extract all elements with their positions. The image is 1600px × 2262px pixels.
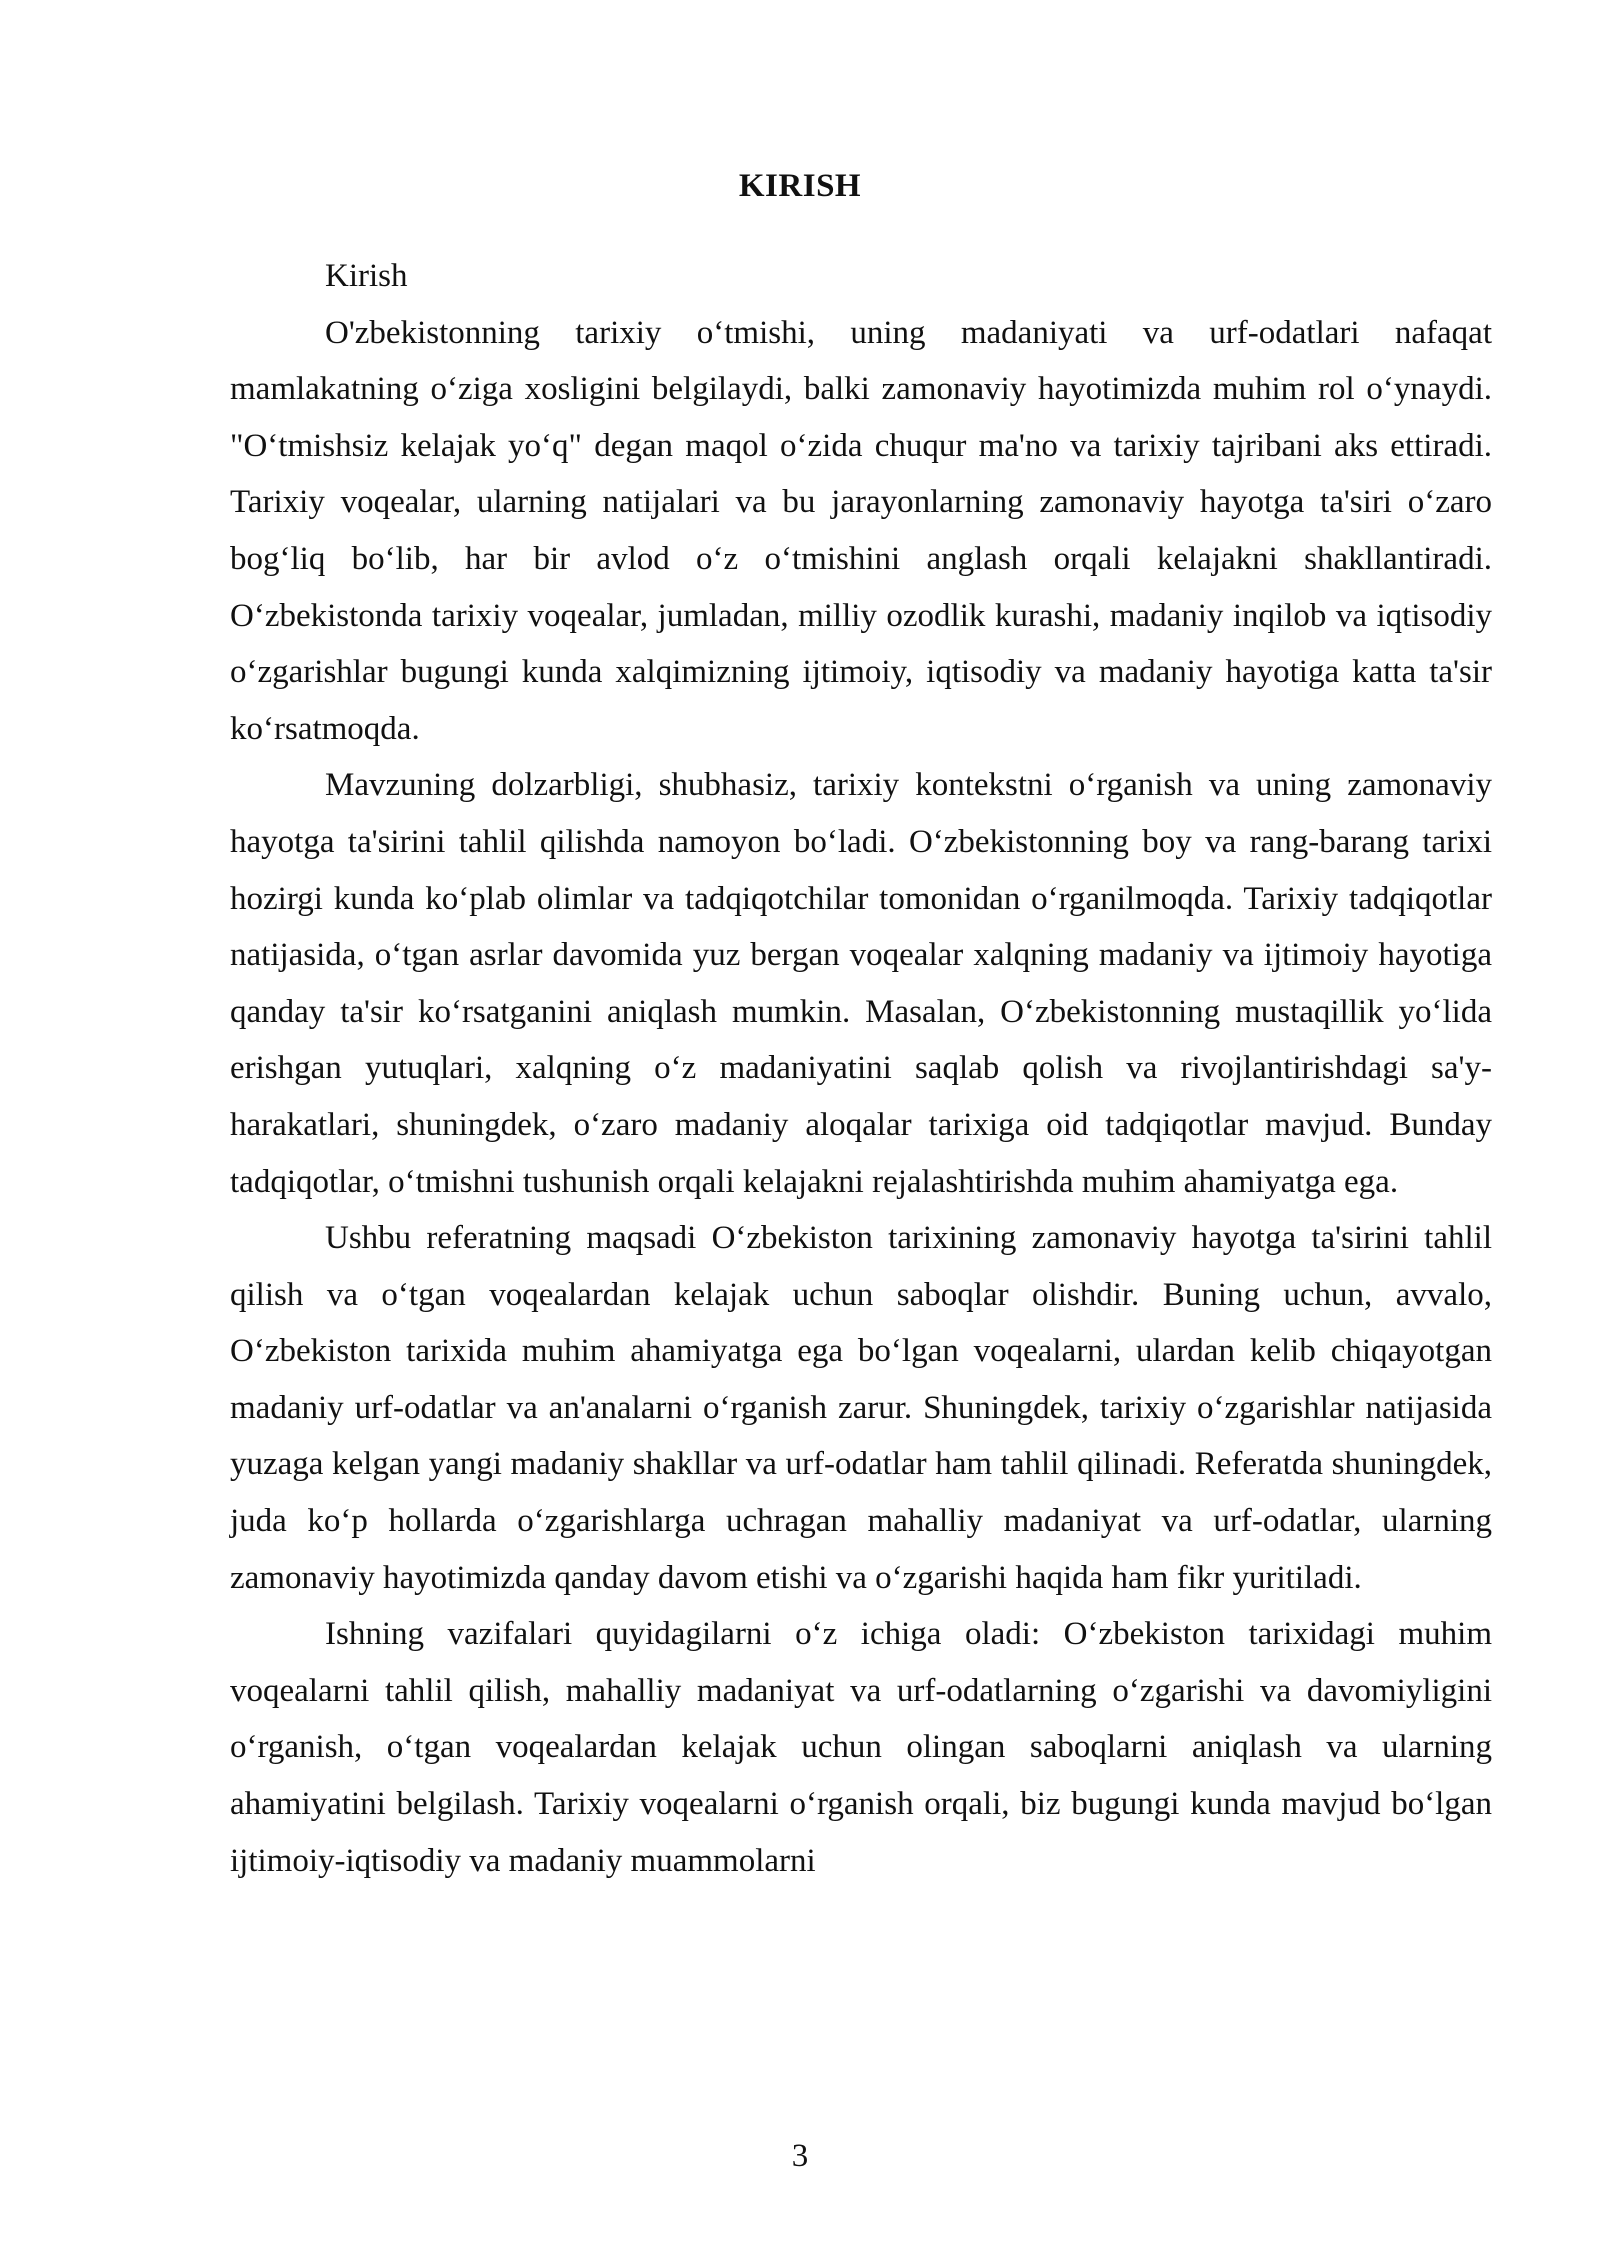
page-number: 3 xyxy=(791,2138,809,2174)
body-text xyxy=(230,248,1492,1889)
paragraph: Ushbu referatning maqsadi O‘zbekiston tarixining zamonaviy hayotga ta'sirini tahlil qilish va o‘tgan voqealardan kelajak uchun saboqlar olishdir. Buning uchun, avvalo, O‘zbekiston tarixida muhim ahamiyatga ega bo‘lgan voqealarni, ulardan kelib chiqayotgan madaniy urf-odatlar va an'analarni o‘rganish zarur. Shuningdek, tarixiy o‘zgarishlar natijasida yuzaga kelgan yangi madaniy shakllar va urf-odatlar ham tahlil qilinadi. Referatda shuningdek, juda ko‘p hollarda o‘zgarishlarga uchragan mahalliy madaniyat va urf-odatlar, ularning zamonaviy hayotimizda qanday davom etishi va o‘zgarishi haqida ham fikr yuritiladi. xyxy=(230,1220,1492,1596)
paragraph: Mavzuning dolzarbligi, shubhasiz, tarixiy kontekstni o‘rganish va uning zamonaviy hayotga ta'sirini tahlil qilishda namoyon bo‘ladi. O‘zbekistonning boy va rang-barang tarixi hozirgi kunda ko‘plab olimlar va tadqiqotchilar tomonidan o‘rganilmoqda. Tarixiy tadqiqotlar natijasida, o‘tgan asrlar davomida yuz bergan voqealar xalqning madaniy va ijtimoiy hayotiga qanday ta'sir ko‘rsatganini aniqlash mumkin. Masalan, O‘zbekistonning mustaqillik yo‘lida erishgan yutuqlari, xalqning o‘z madaniyatini saqlab qolish va rivojlantirishdagi sa'y-harakatlari, shuningdek, o‘zaro madaniy aloqalar tarixiga oid tadqiqotlar mavjud. Bunday tadqiqotlar, o‘tmishni tushunish orqali kelajakni rejalashtirishda muhim ahamiyatga ega. xyxy=(230,767,1492,1200)
paragraph: Ishning vazifalari quyidagilarni o‘z ichiga oladi: O‘zbekiston tarixidagi muhim voqealarni tahlil qilish, mahalliy madaniyat va urf-odatlarning o‘zgarishi va davomiyligini o‘rganish, o‘tgan voqealardan kelajak uchun olingan saboqlarni aniqlash va ularning ahamiyatini belgilash. Tarixiy voqealarni o‘rganish orqali, biz bugungi kunda mavjud bo‘lgan ijtimoiy-iqtisodiy va madaniy muammolarni xyxy=(230,1616,1492,1879)
paragraph: O'zbekistonning tarixiy o‘tmishi, uning madaniyati va urf-odatlari nafaqat mamlakatning o‘ziga xosligini belgilaydi, balki zamonaviy hayotimizda muhim rol o‘ynaydi. "O‘tmishsiz kelajak yo‘q" degan maqol o‘zida chuqur ma'no va tarixiy tajribani aks ettiradi. Tarixiy voqealar, ularning natijalari va bu jarayonlarning zamonaviy hayotga ta'siri o‘zaro bog‘liq bo‘lib, har bir avlod o‘z o‘tmishini anglash orqali kelajakni shakllantiradi. O‘zbekistonda tarixiy voqealar, jumladan, milliy ozodlik kurashi, madaniy inqilob va iqtisodiy o‘zgarishlar bugungi kunda xalqimizning ijtimoiy, iqtisodiy va madaniy hayotiga katta ta'sir ko‘rsatmoqda. xyxy=(230,314,1492,747)
page-title: KIRISH xyxy=(738,168,862,204)
paragraph-subheading: Kirish xyxy=(325,258,408,294)
